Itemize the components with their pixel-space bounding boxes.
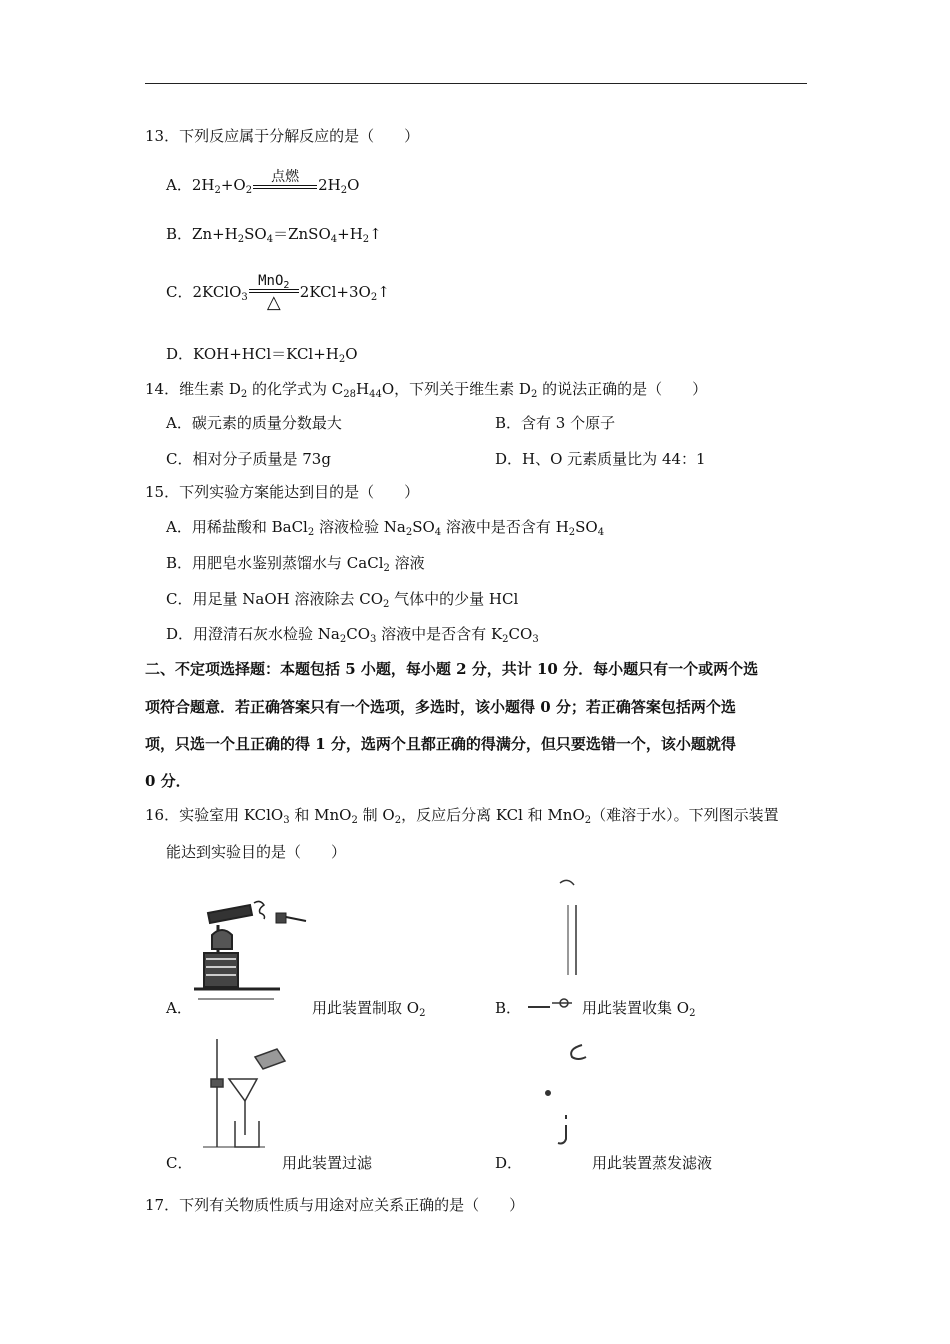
header-rule [145, 83, 807, 84]
q13-option-d[interactable]: D．$KOH+HCl=KCl+H_2O$ [166, 345, 358, 365]
q15-option-d[interactable]: D．用澄清石灰水检验 $Na_2CO_3$ 溶液中是否含有 $K_2CO_3$ [166, 625, 539, 645]
q13-stem: 13．下列反应属于分解反应的是（ ） [145, 127, 420, 145]
section2-instructions-line1: 二、不定项选择题：本题包括 5 小题，每小题 2 分，共计 10 分．每小题只有一个或两个选 [145, 660, 759, 678]
q13-option-b[interactable]: B．$Zn+H_2SO_4=ZnSO_4+H_2↑$ [166, 225, 382, 245]
section2-instructions-line2: 项符合题意．若正确答案只有一个选项，多选时，该小题得 0 分；若正确答案包括两个选 [145, 698, 736, 716]
q15-stem: 15．下列实验方案能达到目的是（ ） [145, 483, 420, 501]
q16-option-c-label[interactable]: C． [166, 1154, 193, 1172]
q16-option-b-label[interactable]: B． [495, 999, 522, 1017]
q16-option-a-caption: 用此装置制取 $O_2$ [312, 999, 426, 1019]
q14-option-d[interactable]: D．H、O 元素质量比为 44：1 [495, 450, 706, 468]
q14-option-a[interactable]: A．碳元素的质量分数最大 [166, 414, 342, 432]
q17-stem: 17．下列有关物质性质与用途对应关系正确的是（ ） [145, 1196, 525, 1214]
q14-stem: 14．维生素 $D_2$ 的化学式为 $C_{28}H_{44}O$，下列关于维生素 $D_2$ 的说法正确的是（ ） [145, 380, 708, 400]
q13-option-c[interactable]: C．2KClO$_3$ $\frac{MnO_2}{\triangle}$ $2KCl+3O_2↑$ [166, 273, 390, 313]
q16-option-a-label[interactable]: A． [166, 999, 192, 1017]
q14-option-c[interactable]: C．相对分子质量是 73g [166, 450, 331, 468]
section2-instructions-line3: 项，只选一个且正确的得 1 分，选两个且都正确的得满分，但只要选错一个，该小题就得 [145, 735, 736, 753]
q16-stem-line2: 能达到实验目的是（ ） [166, 843, 347, 861]
reaction-condition: $\frac{MnO_2}{\triangle}$ [249, 273, 299, 313]
q16-option-c-caption: 用此装置过滤 [282, 1154, 373, 1172]
q16-option-d-caption: 用此装置蒸发滤液 [592, 1154, 713, 1172]
q16-stem-line1: 16．实验室用 KClO$_3$ 和 MnO$_2$ 制 $O_2$，反应后分离 KCl 和 MnO$_2$（难溶于水）。下列图示装置 [145, 806, 779, 826]
section2-instructions-line4: 0 分． [145, 772, 191, 790]
q16-option-b-caption: 用此装置收集 $O_2$ [582, 999, 696, 1019]
q13-option-a[interactable]: A．$2H_2+O_2$ 点燃 $2H_2O$ [166, 166, 359, 204]
reaction-condition: 点燃 [253, 169, 317, 203]
gas-collection-figure [520, 875, 600, 1015]
q15-option-c[interactable]: C．用足量 NaOH 溶液除去 $CO_2$ 气体中的少量 HCl [166, 590, 519, 610]
heating-apparatus-figure [190, 895, 310, 1005]
q16-option-d-label[interactable]: D． [495, 1154, 523, 1172]
q15-option-b[interactable]: B．用肥皂水鉴别蒸馏水与 CaCl$_2$ 溶液 [166, 554, 425, 574]
evaporation-figure [530, 1035, 600, 1150]
q14-option-b[interactable]: B．含有 3 个原子 [495, 414, 616, 432]
filtration-figure [195, 1035, 295, 1150]
q15-option-a[interactable]: A．用稀盐酸和 BaCl$_2$ 溶液检验 $Na_2SO_4$ 溶液中是否含有 $H_2SO_4$ [166, 518, 605, 538]
q13-a-label: A． [166, 176, 192, 194]
